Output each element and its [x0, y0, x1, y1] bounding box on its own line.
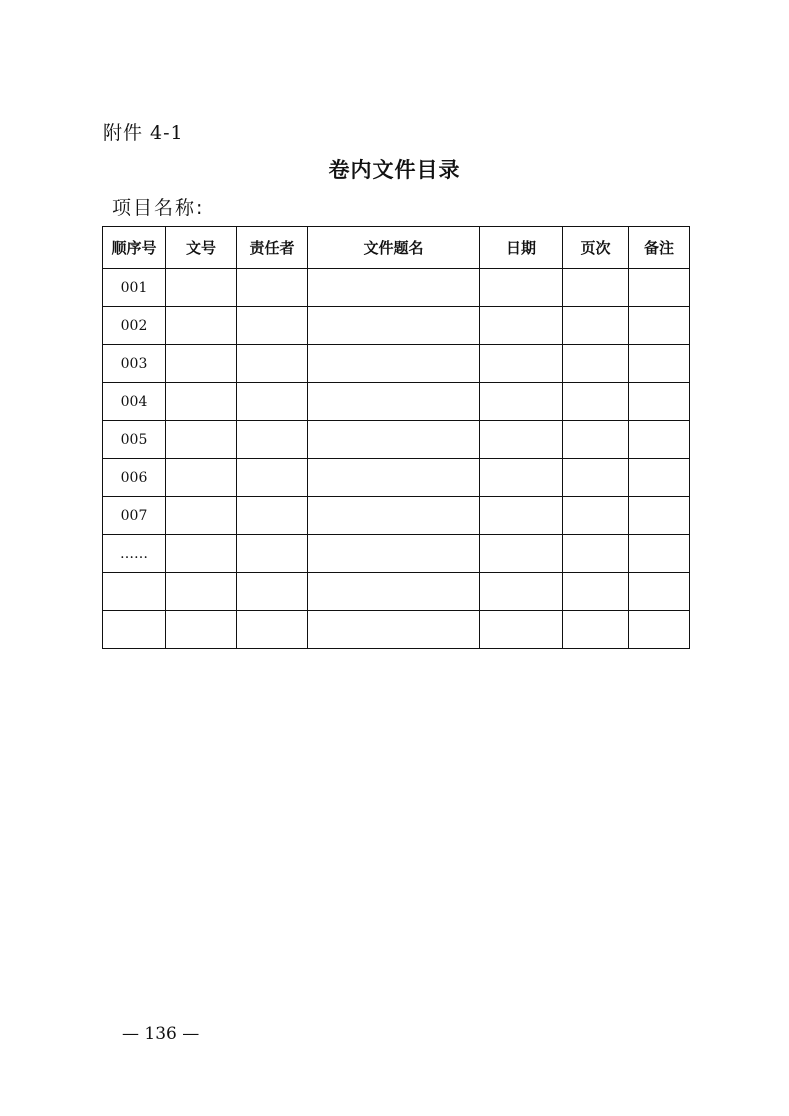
table-row [103, 573, 690, 611]
table-row [103, 269, 690, 307]
header-sequence: 顺序号 [103, 227, 166, 269]
cell-responsible [237, 535, 308, 573]
cell-document-no [166, 421, 237, 459]
cell-pages [563, 459, 629, 497]
cell-date [480, 307, 563, 345]
cell-date [480, 497, 563, 535]
cell-date [480, 535, 563, 573]
cell-file-title [308, 497, 480, 535]
cell-responsible [237, 573, 308, 611]
cell-date [480, 269, 563, 307]
cell-document-no [166, 573, 237, 611]
document-title: 卷内文件目录 [328, 157, 461, 182]
cell-date [480, 459, 563, 497]
cell-sequence [103, 573, 166, 611]
cell-file-title [308, 421, 480, 459]
cell-sequence: 001 [103, 269, 166, 307]
table-row [103, 383, 690, 421]
cell-pages [563, 421, 629, 459]
header-responsible: 责任者 [237, 227, 308, 269]
cell-sequence: 005 [103, 421, 166, 459]
cell-file-title [308, 307, 480, 345]
cell-date [480, 573, 563, 611]
header-document-no: 文号 [166, 227, 237, 269]
cell-document-no [166, 345, 237, 383]
cell-file-title [308, 611, 480, 649]
cell-sequence: 006 [103, 459, 166, 497]
header-pages: 页次 [563, 227, 629, 269]
cell-responsible [237, 307, 308, 345]
cell-remarks [629, 611, 690, 649]
cell-responsible [237, 269, 308, 307]
cell-date [480, 611, 563, 649]
cell-responsible [237, 497, 308, 535]
header-file-title: 文件题名 [308, 227, 480, 269]
attachment-label: 附件 4-1 [103, 122, 184, 144]
table-row [103, 459, 690, 497]
cell-file-title [308, 383, 480, 421]
cell-file-title [308, 459, 480, 497]
cell-responsible [237, 611, 308, 649]
cell-date [480, 421, 563, 459]
cell-sequence: 007 [103, 497, 166, 535]
cell-pages [563, 307, 629, 345]
cell-sequence: 002 [103, 307, 166, 345]
table-row [103, 345, 690, 383]
cell-pages [563, 345, 629, 383]
cell-document-no [166, 611, 237, 649]
cell-responsible [237, 383, 308, 421]
cell-remarks [629, 269, 690, 307]
cell-pages [563, 611, 629, 649]
header-date: 日期 [480, 227, 563, 269]
table-row [103, 535, 690, 573]
cell-remarks [629, 345, 690, 383]
page-number: — 136 — [122, 1024, 200, 1044]
cell-pages [563, 535, 629, 573]
cell-remarks [629, 383, 690, 421]
cell-remarks [629, 421, 690, 459]
cell-sequence: …… [103, 535, 166, 573]
cell-pages [563, 497, 629, 535]
cell-pages [563, 573, 629, 611]
cell-responsible [237, 345, 308, 383]
cell-document-no [166, 459, 237, 497]
cell-document-no [166, 307, 237, 345]
cell-responsible [237, 459, 308, 497]
cell-pages [563, 269, 629, 307]
table-header-row [103, 227, 690, 269]
cell-remarks [629, 497, 690, 535]
table-row [103, 421, 690, 459]
cell-file-title [308, 345, 480, 383]
cell-responsible [237, 421, 308, 459]
cell-file-title [308, 269, 480, 307]
cell-sequence: 004 [103, 383, 166, 421]
table-row [103, 497, 690, 535]
header-remarks: 备注 [629, 227, 690, 269]
cell-document-no [166, 383, 237, 421]
project-name-label: 项目名称: [112, 197, 205, 219]
cell-pages [563, 383, 629, 421]
cell-date [480, 383, 563, 421]
cell-remarks [629, 307, 690, 345]
table-row [103, 611, 690, 649]
cell-date [480, 345, 563, 383]
cell-remarks [629, 535, 690, 573]
cell-sequence: 003 [103, 345, 166, 383]
cell-document-no [166, 497, 237, 535]
cell-document-no [166, 535, 237, 573]
cell-document-no [166, 269, 237, 307]
cell-file-title [308, 535, 480, 573]
cell-remarks [629, 573, 690, 611]
cell-remarks [629, 459, 690, 497]
cell-file-title [308, 573, 480, 611]
file-catalog-table [102, 226, 690, 649]
table-row [103, 307, 690, 345]
cell-sequence [103, 611, 166, 649]
